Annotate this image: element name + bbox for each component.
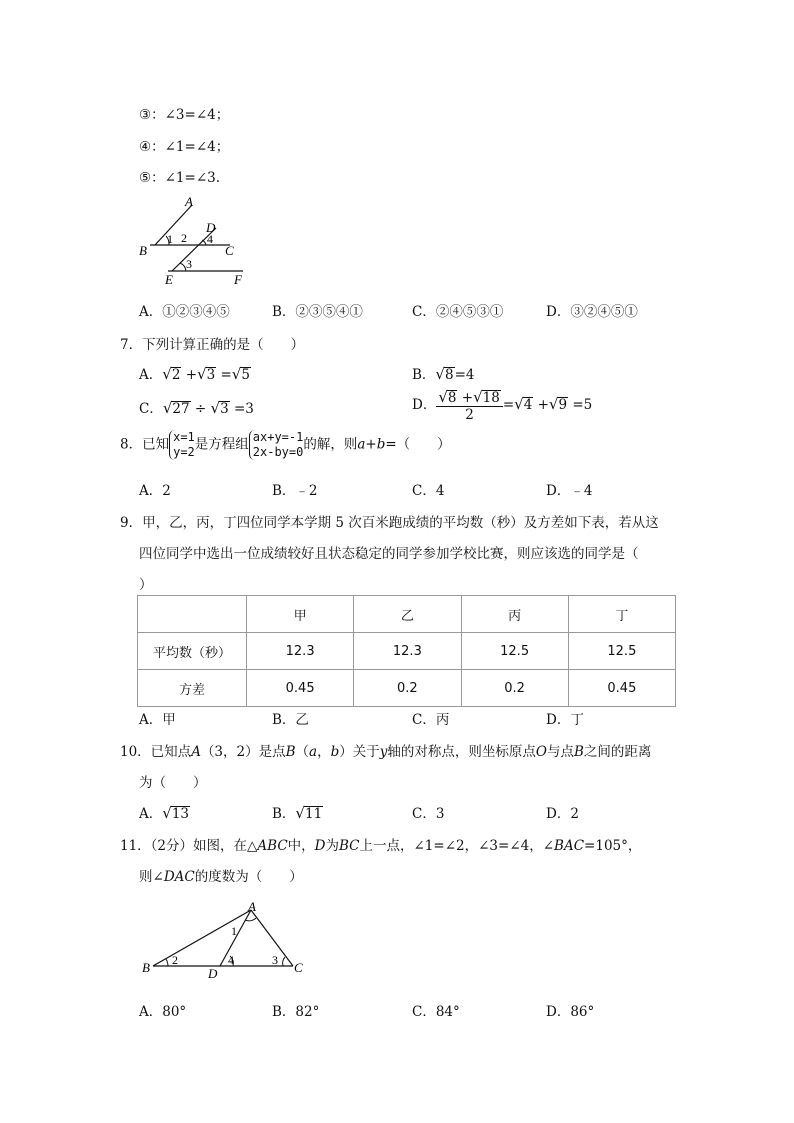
q9-table (137, 595, 676, 707)
q9-line-3: ） (139, 577, 153, 593)
q6-fig-label-d: D (206, 220, 216, 235)
q7-option-a: A．√2 +√3 =√5 (139, 365, 250, 383)
table-row: 甲 乙 丙 丁 (138, 596, 676, 633)
q11-option-a: A．80° (139, 1004, 187, 1020)
q9-line-1: 9．甲，乙，丙，丁四位同学本学期 5 次百米跑成绩的平均数（秒）及方差如下表，若从这 (120, 515, 659, 531)
q8-stem: 8．已知 x=1 y=2 是方程组 ax+y=-1 2x-by=0 的解，则a+b=（ ） (120, 430, 451, 459)
q8-option-b: B．﹣2 (272, 483, 318, 499)
q8-system-brace: ax+y=-1 2x-by=0 (249, 430, 304, 460)
q7-option-b: B．√8=4 (412, 365, 475, 383)
q11-option-c: C．84° (412, 1004, 460, 1020)
q11-figure (138, 898, 313, 983)
q11-fig-angle-4: 4 (228, 953, 234, 967)
q10-option-c: C．3 (412, 806, 445, 822)
q9-option-d: D．丁 (546, 712, 584, 728)
q9-option-c: C．丙 (412, 712, 450, 728)
q8-solution-brace: x=1 y=2 (169, 430, 195, 460)
q11-fig-label-a: A (248, 899, 256, 914)
q6-fig-label-e: E (165, 272, 173, 287)
q11-option-d: D．86° (546, 1004, 595, 1020)
q9-option-b: B．乙 (272, 712, 309, 728)
q6-item-4: ④：∠1=∠4； (139, 139, 230, 155)
q6-fig-label-b: B (139, 243, 147, 258)
q6-fig-angle-3: 3 (186, 257, 192, 271)
q8-option-d: D．﹣4 (546, 483, 593, 499)
q6-fig-label-a: A (185, 194, 193, 209)
q7-stem: 7．下列计算正确的是（ ） (120, 337, 305, 353)
q10-option-a: A．√13 (139, 804, 189, 822)
q7-option-c: C．√27 ÷ √3 =3 (139, 399, 254, 417)
q11-fig-label-d: D (208, 966, 218, 981)
q8-option-a: A．2 (139, 483, 171, 499)
q10-option-b: B．√11 (272, 804, 323, 822)
q11-fig-label-b: B (142, 960, 150, 975)
q11-line-2: 则∠DAC的度数为（ ） (139, 869, 303, 885)
q7-option-d: D． $\frac{√8 +√18}{2}$ =√4 +√9 =5 (412, 388, 593, 423)
q6-item-3: ③：∠3=∠4； (139, 107, 230, 123)
q6-item-5: ⑤：∠1=∠3. (139, 170, 221, 186)
q6-fig-angle-1: 1 (167, 232, 173, 246)
q11-fig-label-c: C (294, 960, 303, 975)
q11-option-b: B．82° (272, 1004, 320, 1020)
q11-fig-angle-1: 1 (231, 924, 237, 938)
q6-fig-label-c: C (225, 243, 234, 258)
q10-line-1: 10．已知点A（3，2）是点B（a，b）关于y轴的对称点，则坐标原点O与点B之间的距离 (120, 744, 652, 760)
q11-fig-angle-2: 2 (172, 953, 178, 967)
q10-line-2: 为（ ） (139, 775, 207, 791)
q9-line-2: 四位同学中选出一位成绩较好且状态稳定的同学参加学校比赛，则应该选的同学是（ (139, 546, 639, 562)
q10-option-d: D．2 (546, 806, 579, 822)
q6-option-d: D．③②④⑤① (546, 304, 638, 320)
q6-option-a: A．①②③④⑤ (139, 304, 230, 320)
q11-line-1: 11．（2分）如图，在△ABC中，D为BC上一点，∠1=∠2，∠3=∠4，∠BAC=105°， (120, 838, 642, 854)
q6-fig-angle-2: 2 (181, 231, 187, 245)
q6-fig-label-f: F (234, 272, 242, 287)
q8-option-c: C．4 (412, 483, 445, 499)
table-row: 方差 0.45 0.2 0.2 0.45 (138, 670, 676, 707)
table-row: 平均数（秒） 12.3 12.3 12.5 12.5 (138, 633, 676, 670)
q6-option-b: B．②③⑤④① (272, 304, 363, 320)
q6-option-c: C．②④⑤③① (412, 304, 504, 320)
q6-figure (130, 193, 260, 293)
q9-option-a: A．甲 (139, 712, 176, 728)
q11-fig-angle-3: 3 (272, 953, 278, 967)
q6-fig-angle-4: 4 (207, 232, 213, 246)
